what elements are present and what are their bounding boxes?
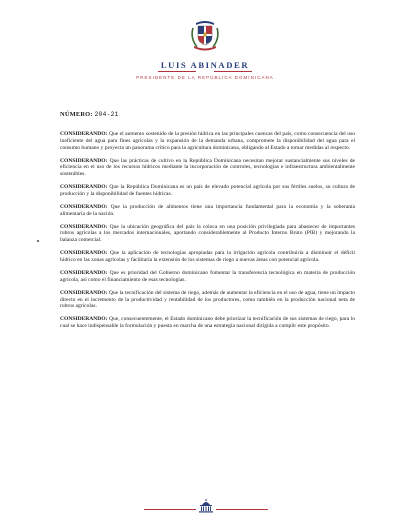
paragraph-text: Que la ubicación geográfica del país la coloca en una posición privilegiada para abastecer de importantes rubros agrícolas a los mercados internacionales, aportando considerablemente al Producto Interno Bruto (PIB) y mejorando la balanza comercial. (60, 223, 355, 244)
paragraph-keyword: CONSIDERANDO: (60, 203, 108, 210)
considerando-paragraph (60, 316, 355, 330)
considerando-paragraph (60, 158, 355, 178)
paragraph-text: Que la tecnificación del sistema de riego, además de aumentar la eficiencia en el uso de agua, tiene un impacto directo en el incremento de la productividad y rentabilidad de los productores, como también en la producción nacional neta de rubros agrícolas. (60, 289, 355, 310)
document-number (60, 111, 119, 118)
document-number-label: NÚMERO: (60, 111, 93, 118)
paragraph-keyword: CONSIDERANDO: (60, 131, 108, 137)
paragraph-keyword: CONSIDERANDO: (60, 184, 108, 191)
paragraph-keyword: CONSIDERANDO: (60, 250, 108, 257)
paragraph-text: Que la aplicación de tecnologías apropiadas para la irrigación agrícola contribuiría a disminuir el déficit hídrico en las zonas agrícolas y facilitaría la extensión de los sistemas de riego a nuevas áreas con potencial agrícola. (60, 250, 356, 263)
document-body (60, 131, 355, 336)
paragraph-text: Que el aumento sostenido de la presión hídrica en las principales cuencas del país, como consecuencia del uso ineficiente del agua para fines agrícolas y la expansión de la demanda urbana, compromete la disponibilidad del agua para el consumo humano y proyecta un panorama crítico para la agricultura dominicana, obligando al Estado a tomar medidas al respecto. (60, 131, 355, 151)
considerando-paragraph (60, 204, 355, 218)
paragraph-keyword: CONSIDERANDO: (60, 289, 108, 296)
footer-divider-left (144, 509, 196, 510)
paragraph-text: Que las prácticas de cultivo en la República Dominicana necesitan mejorar sustancialmente sus niveles de eficiencia en el uso de los recursos hídricos mediante la incorporación de controles, tecnologías e infraestructura ambientalmente sostenibles. (60, 157, 355, 178)
paragraph-keyword: CONSIDERANDO: (60, 270, 108, 277)
considerando-paragraph (60, 290, 355, 310)
header-subtitle: PRESIDENTE DE LA REPÚBLICA DOMINICANA (136, 75, 274, 80)
national-palace-icon (197, 499, 215, 513)
paragraph-keyword: CONSIDERANDO: (60, 157, 108, 164)
paragraph-text: Que la producción de alimentos tiene una importancia fundamental para la economía y la soberanía alimentaria de la nación. (60, 203, 355, 217)
considerando-paragraph (60, 270, 355, 284)
document-number-value: 204-21 (94, 111, 119, 118)
considerando-paragraph (60, 131, 355, 151)
coat-of-arms-icon (187, 18, 223, 52)
paragraph-keyword: CONSIDERANDO: (60, 316, 108, 323)
header-divider-left (158, 71, 196, 72)
footer-divider-right (216, 509, 268, 510)
paragraph-text: Que es prioridad del Gobierno dominicano fomentar la transferencia tecnológica en materia de producción agrícola, así como el financiamiento de esas tecnologías. (60, 270, 356, 283)
paragraph-text: Que la República Dominicana es un país de elevado potencial agrícola por sus fértiles suelos, su cultura de producción y la disponibilidad de fuentes hídricas. (60, 184, 355, 197)
considerando-paragraph (60, 184, 355, 198)
header-divider-right (214, 71, 252, 72)
paragraph-keyword: CONSIDERANDO: (60, 223, 108, 230)
paragraph-text: Que, consecuentemente, el Estado dominicano debe priorizar la tecnificación de sus sistemas de riego, para lo cual se hace indispensable la formulación y puesta en marcha de una estrategia nacional dirigida a cumplir este propósito. (60, 316, 355, 330)
margin-mark (37, 240, 39, 242)
considerando-paragraph (60, 224, 355, 244)
header-name: LUIS ABINADER (160, 60, 250, 70)
considerando-paragraph (60, 250, 355, 264)
